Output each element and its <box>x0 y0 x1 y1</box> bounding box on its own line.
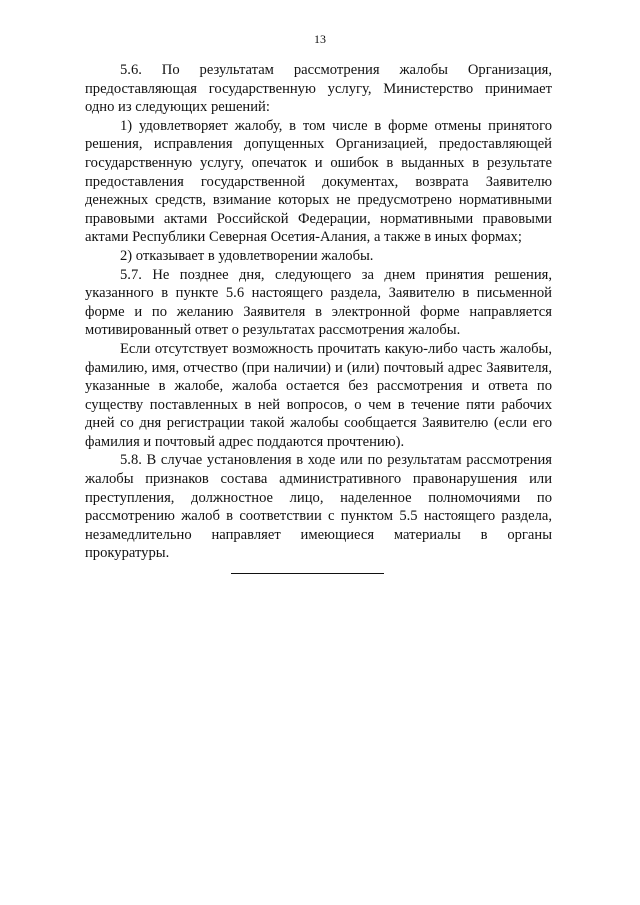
end-separator-line <box>231 573 384 574</box>
document-body <box>85 61 552 563</box>
paragraph-5-8: 5.8. В случае установления в ходе или по результатам рассмотрения жалобы признаков состава административного правонарушения или преступления, должностное лицо, наделенное полномочиями по рассмотрению жалоб в соответствии с пунктом 5.5 настоящего раздела, незамедлительно направляет имеющиеся материалы в органы прокуратуры. <box>85 452 552 562</box>
paragraph-5-7: 5.7. Не позднее дня, следующего за днем принятия решения, указанного в пункте 5.6 настоящего раздела, Заявителю в письменной форме и по желанию Заявителя в электронной форме направляется мотивированный ответ о результатах рассмотрения жалобы. <box>85 266 552 339</box>
page-number: 13 <box>314 32 326 46</box>
paragraph-5-6: 5.6. По результатам рассмотрения жалобы Организация, предоставляющая государственную услугу, Министерство принимает одно из следующих решений: <box>85 62 552 116</box>
paragraph-unreadable-complaint: Если отсутствует возможность прочитать какую-либо часть жалобы, фамилию, имя, отчество (при наличии) и (или) почтовый адрес Заявителя, указанные в жалобе, жалоба остается без рассмотрения и ответа по существу поставленных в ней вопросов, о чем в течение пяти рабочих дней со дня регистрации такой жалобы сообщается Заявителю (если его фамилия и почтовый адрес поддаются прочтению). <box>85 340 552 450</box>
paragraph-item-2: 2) отказывает в удовлетворении жалобы. <box>120 247 374 264</box>
paragraph-item-1: 1) удовлетворяет жалобу, в том числе в форме отмены принятого решения, исправления допущенных Организацией, предоставляющей государственную услугу, опечаток и ошибок в выданных в результате предоставления государственной документах, возврата Заявителю денежных средств, взимание которых не предусмотрено нормативными правовыми актами Российской Федерации, нормативными правовыми актами Республики Северная Осетия-Алания, а также в иных формах; <box>85 117 552 246</box>
